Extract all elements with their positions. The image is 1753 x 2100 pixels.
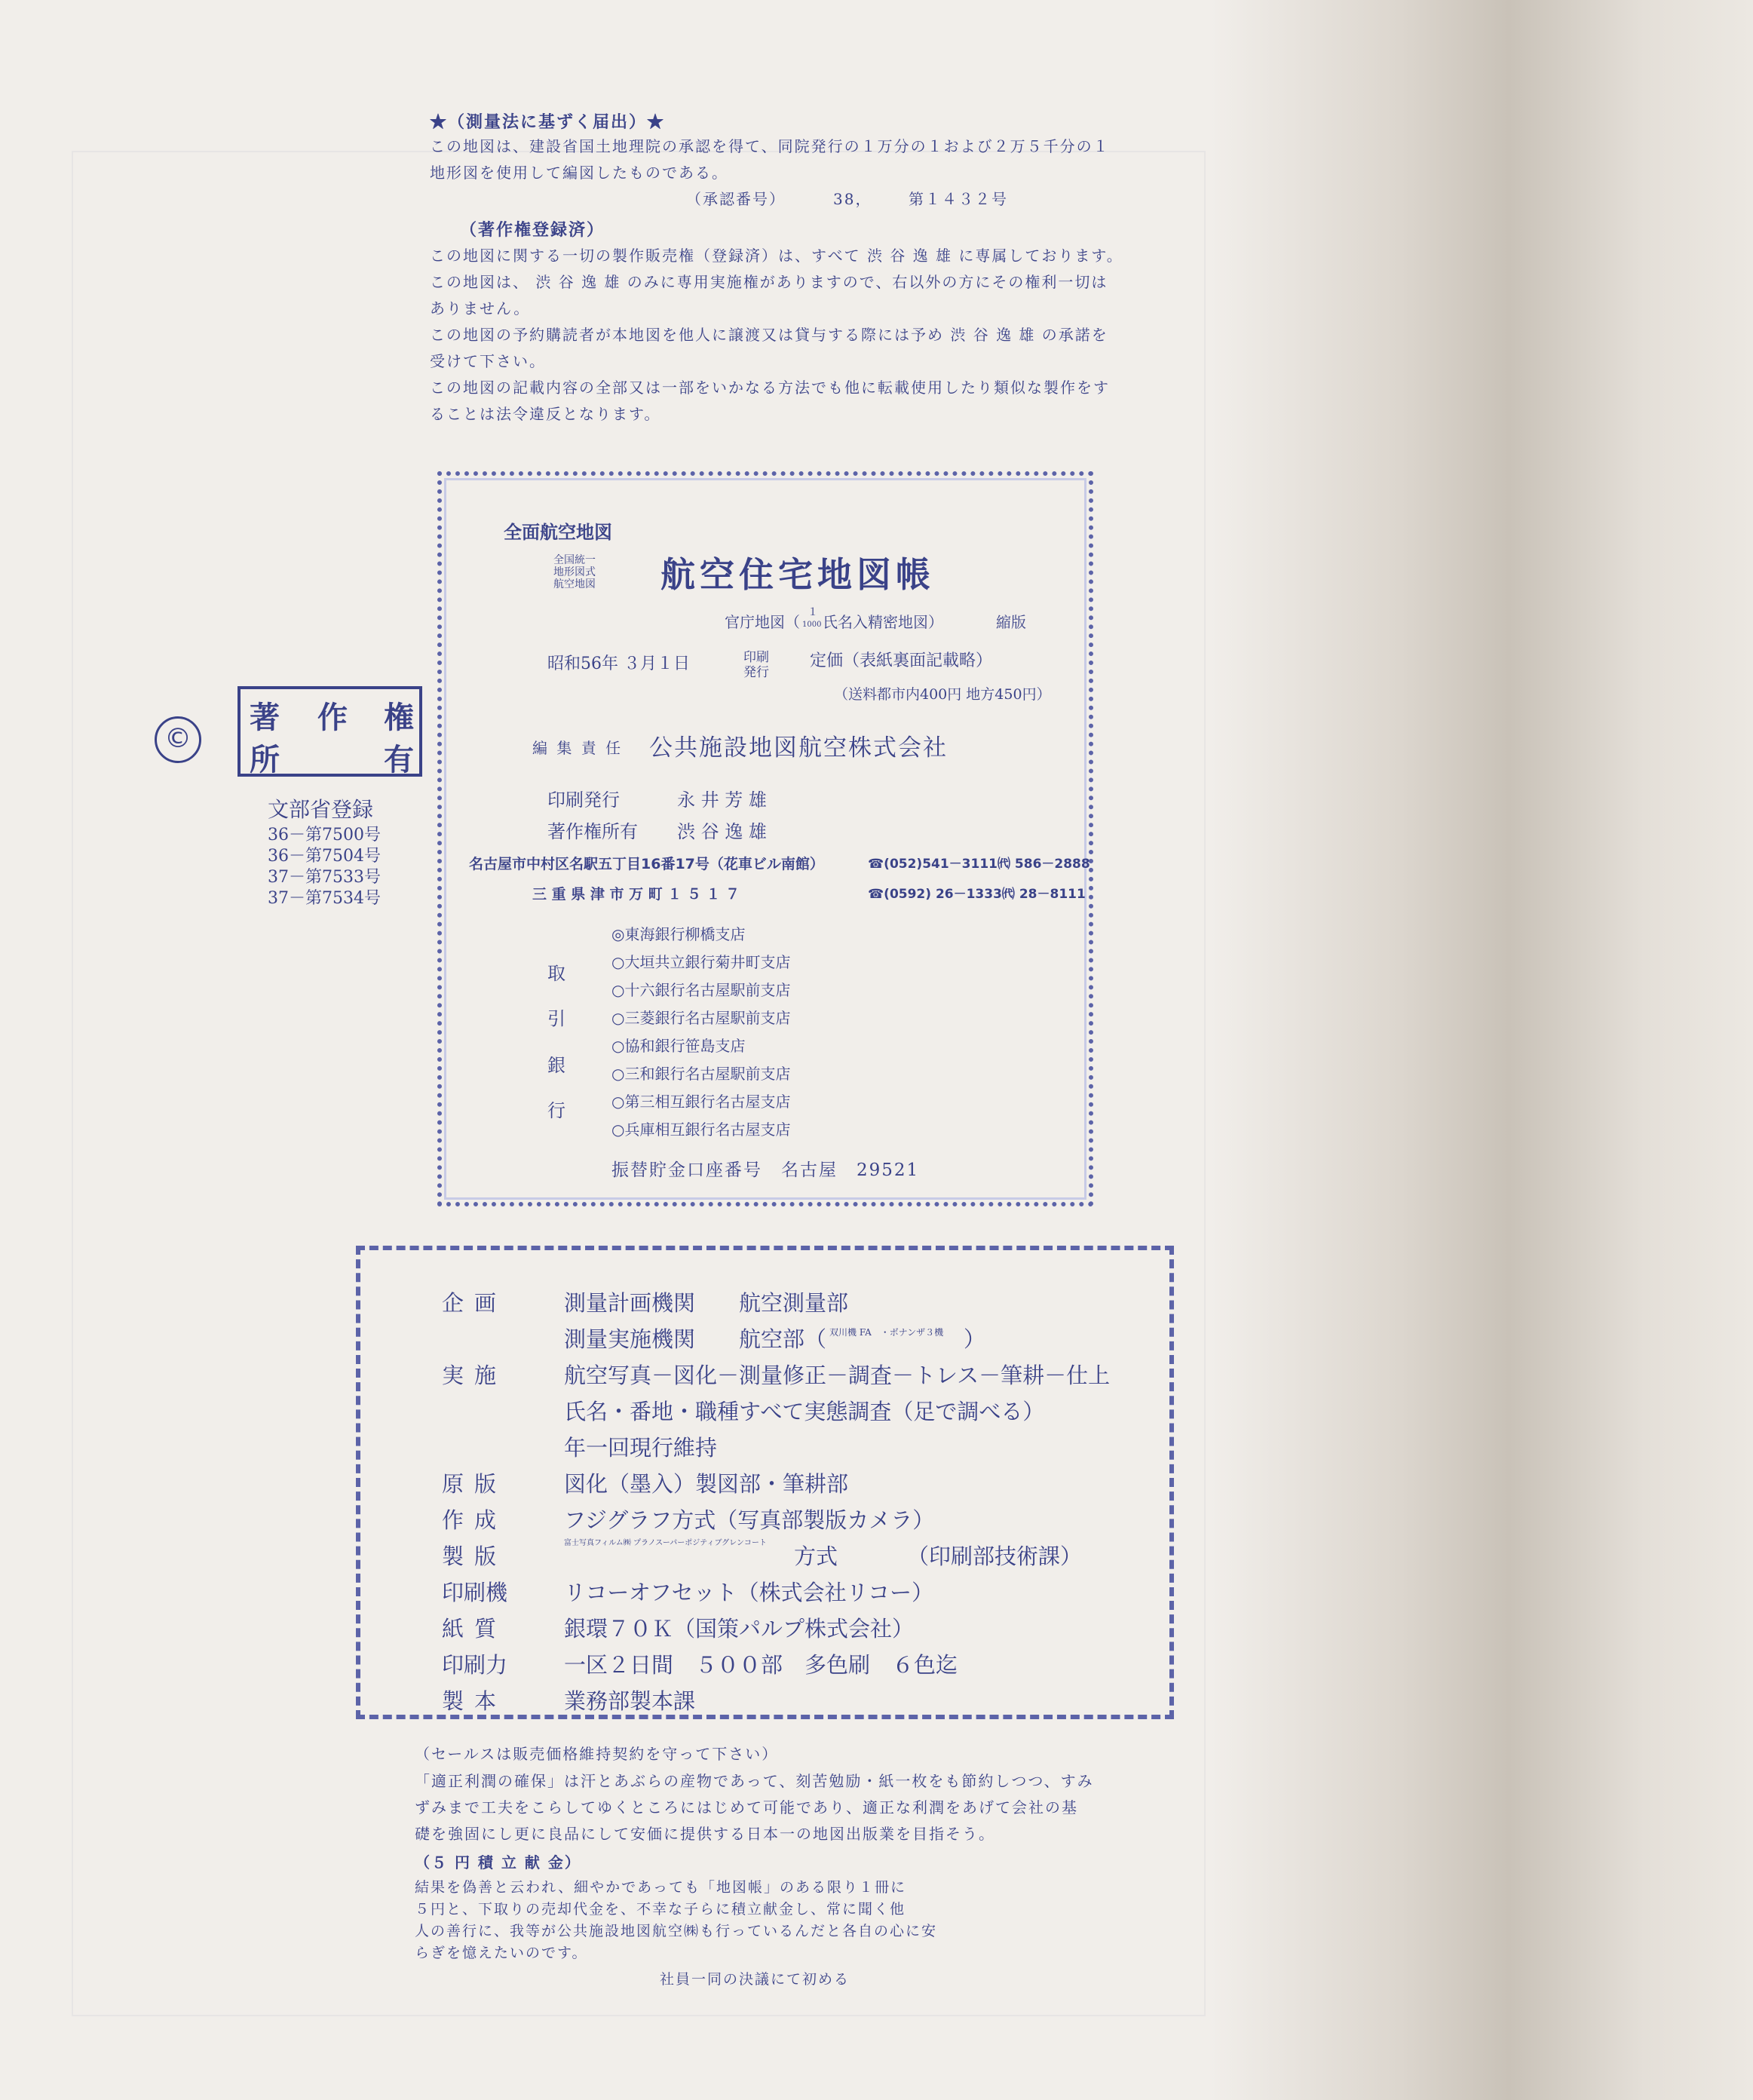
copyright-line-2: この地図は、 渋 谷 逸 雄 のみに専用実施権がありますので、右以外の方にその権利一切は xyxy=(430,273,1108,291)
address-mie: 三 重 県 津 市 万 町 １ ５ １ ７ xyxy=(532,886,740,903)
registration-number: 36－第7500号 xyxy=(268,826,381,845)
fund-line-2: ５円と、下取りの売却代金を、不幸な子らに積立献金し、常に聞く他 xyxy=(415,1901,906,1918)
publish-label: 発行 xyxy=(743,665,769,680)
series-small-line: 航空地図 xyxy=(553,578,596,590)
fund-line-3: 人の善行に、我等が公共施設地図航空㈱も行っているんだと各自の心に安 xyxy=(415,1923,938,1939)
row-label: 原版 xyxy=(442,1471,507,1497)
phone-mie: ☎(0592) 26－1333㈹ 28－8111 xyxy=(868,887,1086,902)
copyright-line-4: この地図の予約購読者が本地図を他人に譲渡又は貸与する際には予め 渋 谷 逸 雄 の承諾を xyxy=(430,326,1108,344)
banks-label-char: 銀 xyxy=(547,1055,565,1076)
row-text: 測量実施機関 航空部（ xyxy=(564,1326,827,1352)
row-label: 企画 xyxy=(442,1290,507,1316)
editor-label: 編 集 責 任 xyxy=(532,739,624,757)
editor-company: 公共施設地図航空株式会社 xyxy=(649,734,948,762)
stamp-char: 有 xyxy=(384,742,414,777)
subtitle-fraction-top: １ xyxy=(808,606,818,618)
subtitle-main: 氏名入精密地図） xyxy=(823,613,943,631)
motto-line-1: 「適正利潤の確保」は汗とあぶらの産物であって、刻苦勉励・紙一枚をも節約しつつ、すみ xyxy=(415,1772,1094,1790)
fund-heading: （５ 円 積 立 献 金） xyxy=(415,1853,581,1872)
survey-line-2: 地形図を使用して編図したものである。 xyxy=(430,164,728,182)
row-text: 図化（墨入）製図部・筆耕部 xyxy=(564,1471,849,1497)
motto-line-3: 礎を強固にし更に良品にして安価に提供する日本一の地図出版業を目指そう。 xyxy=(415,1825,995,1843)
row-label: 作成 xyxy=(442,1507,507,1533)
banks-label-char: 行 xyxy=(547,1100,565,1121)
row-text: 航空写真－図化－測量修正－調査－トレス－筆耕－仕上 xyxy=(564,1363,1111,1388)
approval-number: 第１４３２号 xyxy=(909,190,1008,208)
issue-date: 昭和56年 ３月１日 xyxy=(547,655,690,673)
banks-label-char: 取 xyxy=(547,963,565,984)
registration-number: 37－第7534号 xyxy=(268,889,381,908)
bank-item: ○三和銀行名古屋駅前支店 xyxy=(611,1065,791,1083)
row-small: 富士写真フィルム㈱ プラノスーパーポジティブグレンコート xyxy=(564,1539,767,1547)
row-text: 業務部製本課 xyxy=(564,1688,696,1714)
bank-item: ◎東海銀行柳橋支店 xyxy=(611,925,746,943)
subtitle-suffix: 縮版 xyxy=(996,613,1026,631)
row-text: リコーオフセット（株式会社リコー） xyxy=(564,1580,934,1605)
registration-number: 36－第7504号 xyxy=(268,847,381,866)
owner-label: 著作権所有 xyxy=(547,821,638,842)
publisher-label: 印刷発行 xyxy=(547,789,620,811)
copyright-line-5: 受けて下さい。 xyxy=(430,352,546,370)
subtitle-prefix: 官庁地図（ xyxy=(725,613,800,631)
row-tail: ） xyxy=(964,1326,986,1352)
row-label: 紙質 xyxy=(442,1616,507,1642)
copyright-line-3: ありません。 xyxy=(430,299,531,317)
copyright-line-7: ることは法令違反となります。 xyxy=(430,405,661,423)
sales-note: （セールスは販売価格維持契約を守って下さい） xyxy=(415,1745,779,1763)
bank-item: ○第三相互銀行名古屋支店 xyxy=(611,1093,791,1111)
row-text: 測量計画機関 航空測量部 xyxy=(564,1290,849,1316)
copyright-box xyxy=(238,686,422,777)
stamp-char: 著 xyxy=(250,700,280,735)
row-label: 印刷機 xyxy=(442,1580,508,1605)
bank-item: ○大垣共立銀行菊井町支店 xyxy=(611,953,791,971)
transfer-account: 振替貯金口座番号 名古屋 29521 xyxy=(611,1160,920,1180)
stamp-char: 作 xyxy=(317,700,348,735)
row-label: 製本 xyxy=(442,1688,507,1714)
survey-line-1: この地図は、建設省国土地理院の承認を得て、同院発行の１万分の１および２万５千分の１ xyxy=(430,137,1110,155)
registration-title: 文部省登録 xyxy=(268,797,374,822)
owner-name: 渋 谷 逸 雄 xyxy=(677,821,767,842)
subtitle-fraction-bottom: 1000 xyxy=(802,621,822,629)
publisher-name: 永 井 芳 雄 xyxy=(677,789,767,811)
row-label: 実施 xyxy=(442,1363,507,1388)
survey-heading: ★（測量法に基ずく届出）★ xyxy=(430,112,666,132)
bank-item: ○協和銀行笹島支店 xyxy=(611,1037,746,1055)
row-small: 双川機 FA ・ボナンザ３機 xyxy=(829,1327,944,1338)
price: 定価（表紙裏面記載略） xyxy=(810,651,993,670)
book-gutter-shadow xyxy=(1210,0,1753,2100)
row-text: 一区２日間 ５００部 多色刷 ６色迄 xyxy=(564,1652,958,1678)
row-text: 年一回現行維持 xyxy=(564,1435,718,1461)
copyright-line-6: この地図の記載内容の全部又は一部をいかなる方法でも他に転載使用したり類似な製作をす xyxy=(430,379,1110,397)
series-label: 全面航空地図 xyxy=(504,522,612,543)
row-label: 製版 xyxy=(442,1544,507,1569)
approval-label: （承認番号） xyxy=(686,190,786,208)
stamp-char: 権 xyxy=(384,700,414,735)
copyright-symbol-icon: © xyxy=(155,716,201,763)
registration-number: 37－第7533号 xyxy=(268,868,381,887)
fund-line-1: 結果を偽善と云われ、細やかであっても「地図帳」のある限り１冊に xyxy=(415,1879,906,1896)
copyright-line-1: この地図に関する一切の製作販売権（登録済）は、すべて 渋 谷 逸 雄 に専属しております。 xyxy=(430,247,1123,265)
copyright-heading: （著作権登録済） xyxy=(460,220,605,240)
banks-label-char: 引 xyxy=(547,1008,565,1029)
bank-item: ○兵庫相互銀行名古屋支店 xyxy=(611,1121,791,1139)
series-small-line: 地形図式 xyxy=(553,566,596,578)
postage: （送料都市内400円 地方450円） xyxy=(834,686,1051,703)
series-small-line: 全国統一 xyxy=(553,554,596,566)
bank-item: ○十六銀行名古屋駅前支店 xyxy=(611,981,791,999)
phone-nagoya: ☎(052)541－3111㈹ 586－2888 xyxy=(868,857,1090,872)
row-tail: （印刷部技術課） xyxy=(907,1544,1083,1569)
colophon-frame xyxy=(437,471,1093,1206)
motto-line-2: ずみまで工夫をこらしてゆくところにはじめて可能であり、適正な利潤をあげて会社の基 xyxy=(415,1798,1078,1816)
fund-line-4: らぎを憶えたいのです。 xyxy=(415,1945,588,1961)
row-text: 方式 xyxy=(794,1544,838,1569)
production-info-box xyxy=(356,1246,1174,1719)
row-label: 印刷力 xyxy=(442,1652,508,1678)
address-nagoya: 名古屋市中村区名駅五丁目16番17号（花車ビル南館） xyxy=(469,856,824,872)
row-text: フジグラフ方式（写真部製版カメラ） xyxy=(564,1507,935,1533)
row-text: 氏名・番地・職種すべて実態調査（足で調べる） xyxy=(564,1399,1045,1424)
bank-item: ○三菱銀行名古屋駅前支店 xyxy=(611,1009,791,1027)
print-label: 印刷 xyxy=(743,650,769,665)
row-text: 銀環７０Ｋ（国策パルプ株式会社） xyxy=(564,1616,915,1642)
stamp-char: 所 xyxy=(250,742,280,777)
resolution-note: 社員一同の決議にて初める xyxy=(660,1971,850,1988)
approval-year: 38， xyxy=(833,190,872,208)
book-title: 航空住宅地図帳 xyxy=(660,554,935,595)
